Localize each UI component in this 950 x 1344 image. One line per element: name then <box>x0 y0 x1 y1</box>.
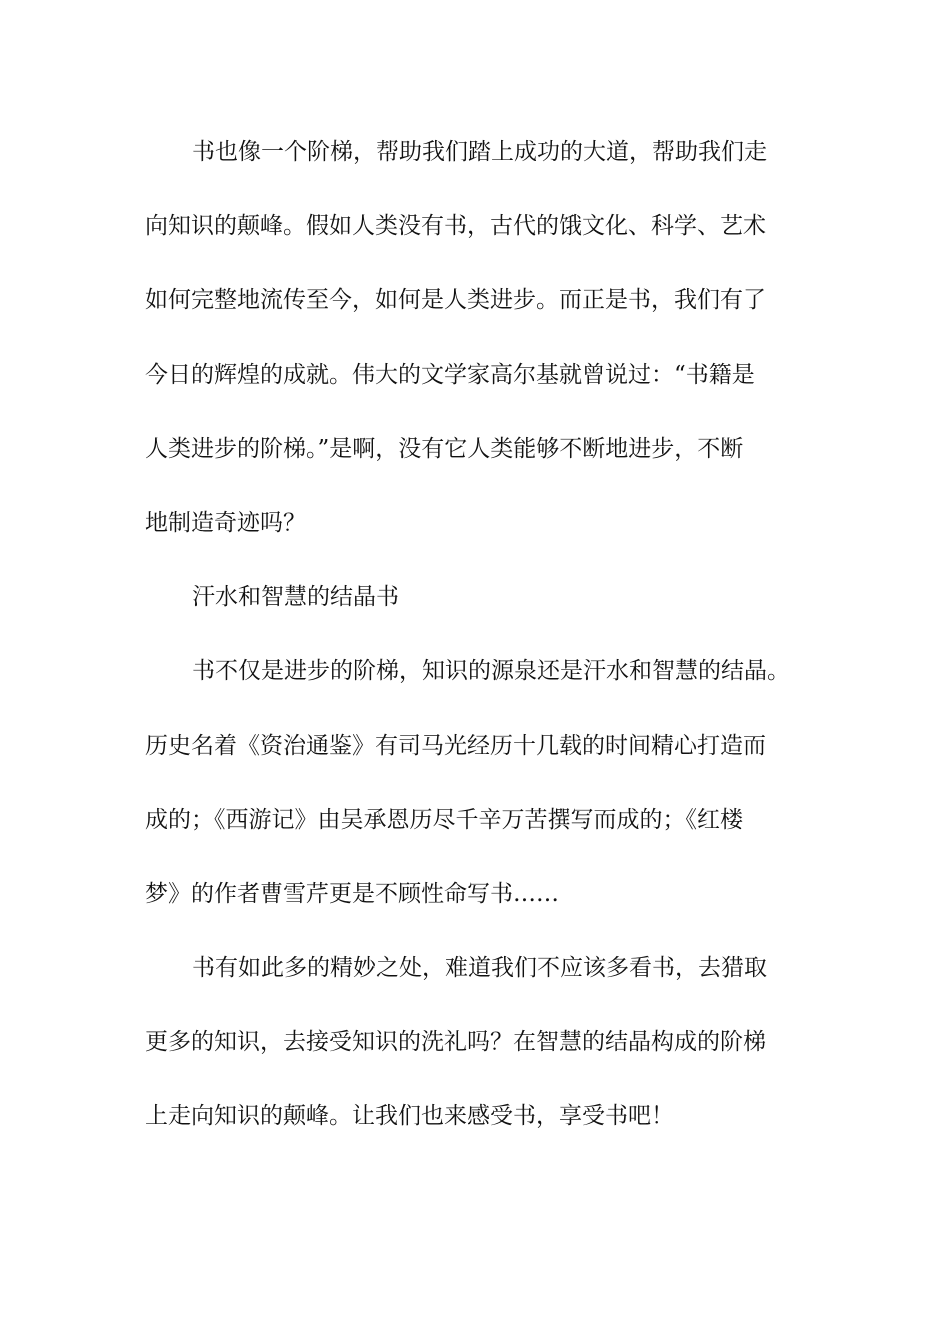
text-line-6: 地制造奇迹吗？ <box>145 509 306 536</box>
text-line-10: 成的；《西游记》由吴承恩历尽千辛万苦撰写而成的；《红楼 <box>145 806 743 833</box>
text-line-8: 书不仅是进步的阶梯，知识的源泉还是汗水和智慧的结晶。 <box>192 658 790 685</box>
text-line-11: 梦》的作者曹雪芹更是不顾性命写书…… <box>145 880 559 907</box>
text-line-3: 如何完整地流传至今，如何是人类进步。而正是书，我们有了 <box>145 287 766 314</box>
text-line-2: 向知识的颠峰。假如人类没有书，古代的饿文化、科学、艺术 <box>145 213 766 240</box>
text-line-4: 今日的辉煌的成就。伟大的文学家高尔基就曾说过：“书籍是 <box>145 361 755 388</box>
section-heading: 汗水和智慧的结晶书 <box>192 584 399 611</box>
text-line-1: 书也像一个阶梯，帮助我们踏上成功的大道，帮助我们走 <box>192 139 767 165</box>
text-line-13: 更多的知识，去接受知识的洗礼吗？在智慧的结晶构成的阶梯 <box>145 1029 766 1056</box>
text-line-9: 历史名着《资治通鉴》有司马光经历十几载的时间精心打造而 <box>145 732 766 759</box>
text-line-5: 人类进步的阶梯。”是啊，没有它人类能够不断地进步，不断 <box>145 435 744 462</box>
text-line-14: 上走向知识的颠峰。让我们也来感受书，享受书吧！ <box>145 1103 674 1130</box>
document-body <box>145 128 810 1167</box>
text-line-12: 书有如此多的精妙之处，难道我们不应该多看书，去猎取 <box>192 955 767 982</box>
